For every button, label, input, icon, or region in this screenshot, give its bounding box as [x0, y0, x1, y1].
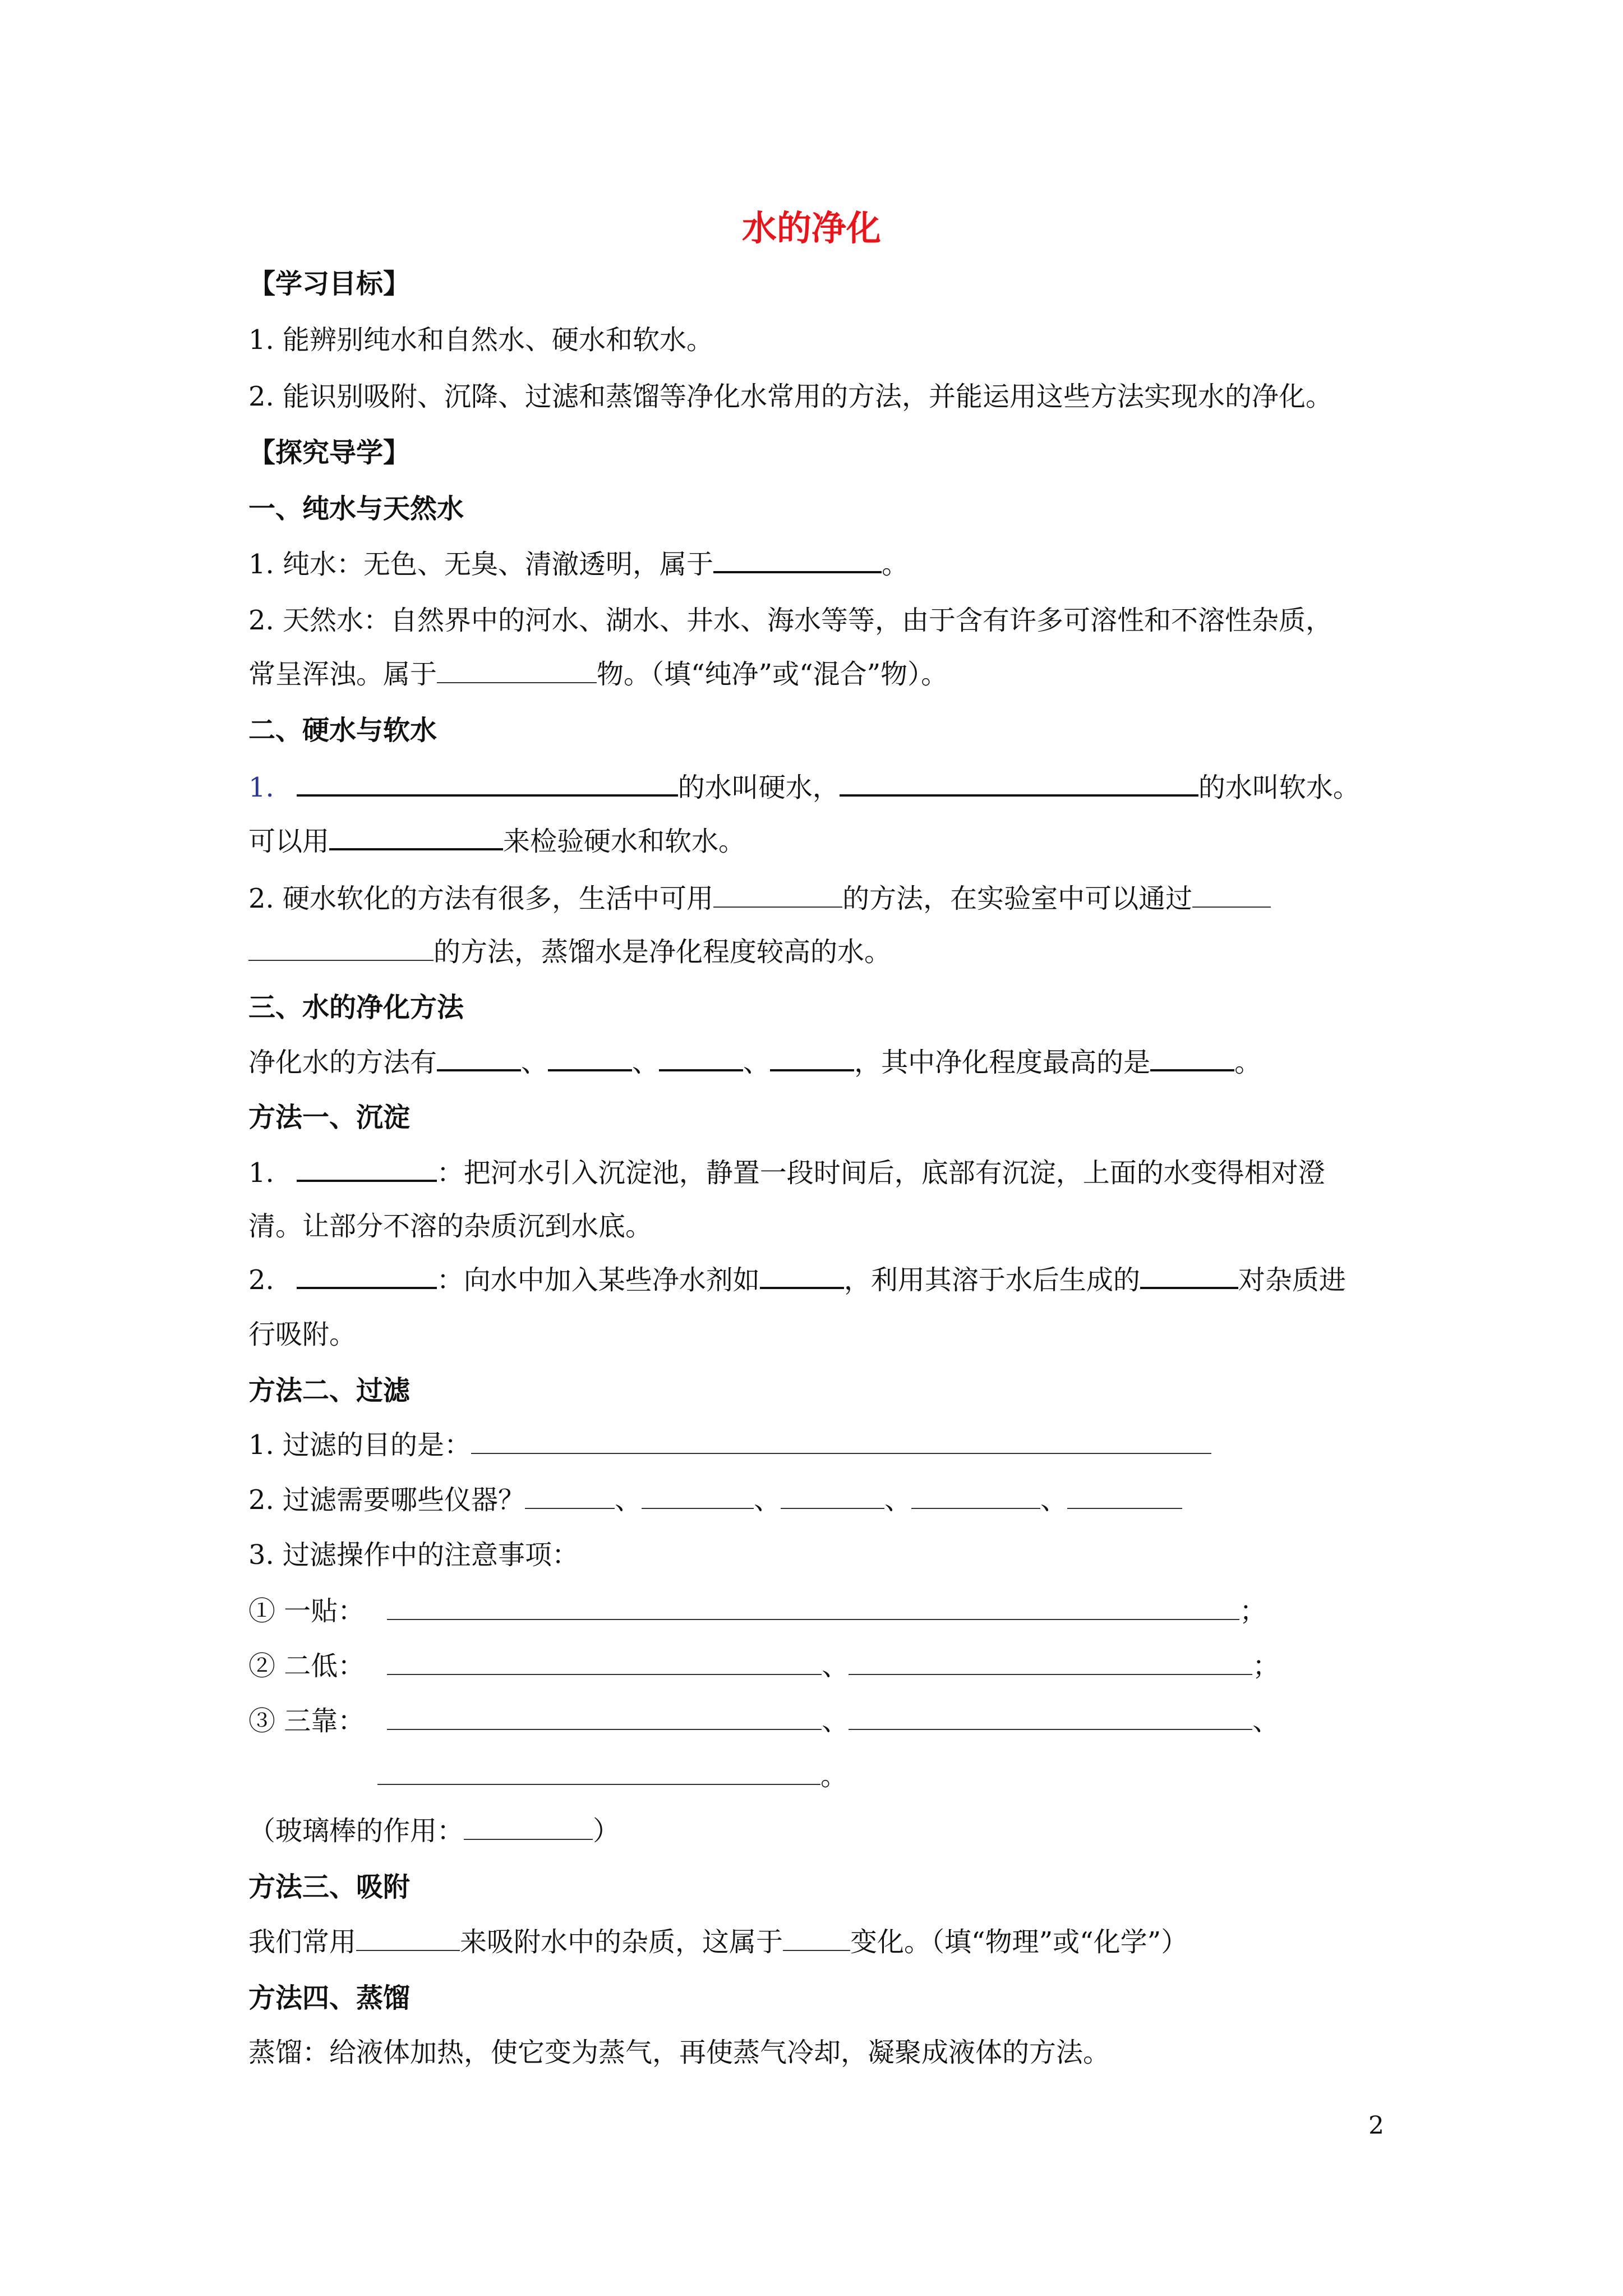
answer-blank[interactable] — [437, 679, 597, 683]
answer-blank[interactable] — [387, 1726, 822, 1730]
glass-rod-line: （玻璃棒的作用： ） — [248, 1815, 620, 1847]
softening-line-2: 的方法，蒸馏水是净化程度较高的水。 — [248, 933, 1421, 971]
answer-blank[interactable] — [713, 568, 882, 573]
page-title: 水的净化 — [741, 208, 881, 249]
answer-blank[interactable] — [840, 791, 1198, 797]
two-low-line: ② 二低： 、 ； — [248, 1650, 1280, 1682]
adsorption-line: 我们常用 来吸附水中的杂质，这属于 变化。（填“物理”或“化学”） — [248, 1926, 1188, 1958]
flocculation-line-2: 行吸附。 — [248, 1319, 357, 1350]
section-2-heading: 二、硬水与软水 — [248, 715, 437, 746]
answer-blank[interactable] — [849, 1726, 1252, 1730]
answer-blank[interactable] — [471, 1450, 1211, 1454]
method-2-heading: 方法二、过滤 — [248, 1375, 411, 1406]
answer-blank[interactable] — [525, 1504, 615, 1509]
answer-blank[interactable] — [642, 1504, 754, 1509]
distillation-line: 蒸馏：给液体加热，使它变为蒸气，再使蒸气冷却，凝聚成液体的方法。 — [248, 2037, 1110, 2068]
answer-blank[interactable] — [1150, 1066, 1234, 1071]
natural-water-line: 2. 天然水：自然界中的河水、湖水、井水、海水等等，由于含有许多可溶性和不溶性杂质， — [248, 605, 1333, 636]
section-1-heading: 一、纯水与天然水 — [248, 493, 464, 524]
answer-blank[interactable] — [849, 1671, 1252, 1675]
filtration-purpose-line: 1. 过滤的目的是： — [248, 1426, 1421, 1464]
objective-1: 1. 能辨别纯水和自然水、硬水和软水。 — [248, 324, 714, 356]
guide-header: 【探究导学】 — [248, 437, 411, 468]
section-3-heading: 三、水的净化方法 — [248, 992, 464, 1023]
answer-blank[interactable] — [248, 956, 434, 961]
answer-blank[interactable] — [783, 1947, 850, 1951]
hard-water-line: 1. 的水叫硬水， 的水叫软水。 — [248, 772, 1360, 803]
natural-water-line-2: 常呈浑浊。属于 物。（填“纯净”或“混合”物）。 — [248, 659, 948, 690]
answer-blank[interactable] — [297, 1283, 437, 1289]
methods-line: 净化水的方法有 、 、 、 ，其中净化程度最高的是 。 — [248, 1047, 1262, 1078]
answer-blank[interactable] — [1192, 903, 1271, 908]
answer-blank[interactable] — [1067, 1504, 1182, 1509]
method-3-heading: 方法三、吸附 — [248, 1871, 411, 1903]
answer-blank[interactable] — [387, 1616, 1239, 1620]
answer-blank[interactable] — [437, 1066, 521, 1071]
flocculation-line: 2. ：向水中加入某些净水剂如 ，利用其溶于水后生成的 对杂质进 — [248, 1264, 1346, 1296]
answer-blank[interactable] — [911, 1504, 1040, 1509]
pure-water-line: 1. 纯水：无色、无臭、清澈透明，属于 。 — [248, 549, 909, 580]
answer-blank[interactable] — [356, 1947, 460, 1951]
answer-blank[interactable] — [297, 791, 678, 797]
test-water-line: 可以用 来检验硬水和软水。 — [248, 826, 746, 857]
objective-2: 2. 能识别吸附、沉降、过滤和蒸馏等净化水常用的方法，并能运用这些方法实现水的净化。 — [248, 381, 1333, 412]
answer-blank[interactable] — [1140, 1283, 1238, 1289]
three-lean-line: ③ 三靠： 、 、 — [248, 1705, 1280, 1737]
filtration-apparatus-line: 2. 过滤需要哪些仪器？ 、 、 、 、 — [248, 1481, 1421, 1519]
method-4-heading: 方法四、蒸馏 — [248, 1982, 411, 2014]
objectives-header: 【学习目标】 — [248, 268, 411, 300]
answer-blank[interactable] — [297, 1176, 437, 1182]
answer-blank[interactable] — [329, 845, 503, 850]
answer-blank[interactable] — [548, 1066, 632, 1071]
answer-blank[interactable] — [760, 1283, 844, 1289]
softening-line: 2. 硬水软化的方法有很多，生活中可用 的方法，在实验室中可以通过 — [248, 880, 1421, 918]
answer-blank[interactable] — [464, 1835, 593, 1840]
three-lean-line-2: 。 — [248, 1757, 1421, 1795]
answer-blank[interactable] — [713, 903, 842, 908]
page-number: 2 — [1368, 2111, 1384, 2140]
filtration-notes-line: 3. 过滤操作中的注意事项： — [248, 1539, 579, 1571]
sedimentation-line-2: 清。让部分不溶的杂质沉到水底。 — [248, 1211, 653, 1242]
answer-blank[interactable] — [387, 1671, 822, 1675]
answer-blank[interactable] — [781, 1504, 884, 1509]
sedimentation-line: 1. ：把河水引入沉淀池，静置一段时间后，底部有沉淀，上面的水变得相对澄 — [248, 1157, 1325, 1189]
answer-blank[interactable] — [659, 1066, 743, 1071]
answer-blank[interactable] — [770, 1066, 854, 1071]
one-stick-line: ① 一贴： ； — [248, 1595, 1267, 1627]
answer-blank[interactable] — [377, 1780, 820, 1785]
method-1-heading: 方法一、沉淀 — [248, 1102, 411, 1133]
